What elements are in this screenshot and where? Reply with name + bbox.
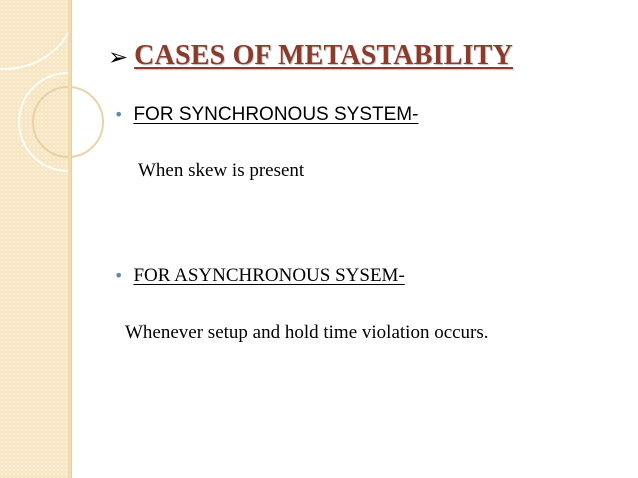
bullet-detail: Whenever setup and hold time violation occurs. bbox=[125, 322, 489, 343]
arrow-bullet-icon: ➢ bbox=[108, 43, 129, 71]
bullet-detail: When skew is present bbox=[138, 160, 305, 181]
bullet-heading: FOR SYNCHRONOUS SYSTEM- bbox=[133, 104, 419, 125]
bullet-item-synchronous bbox=[114, 104, 418, 126]
side-band-edge-line bbox=[71, 0, 72, 478]
bullet-item-asynchronous bbox=[114, 265, 405, 287]
bullet-heading: FOR ASYNCHRONOUS SYSEM- bbox=[133, 265, 405, 286]
bullet-dot-icon: • bbox=[114, 105, 124, 124]
slide-title-row bbox=[108, 40, 513, 72]
bullet-dot-icon: • bbox=[114, 266, 124, 285]
slide-title: CASES OF METASTABILITY bbox=[134, 40, 513, 71]
decorative-side-band bbox=[0, 0, 68, 478]
